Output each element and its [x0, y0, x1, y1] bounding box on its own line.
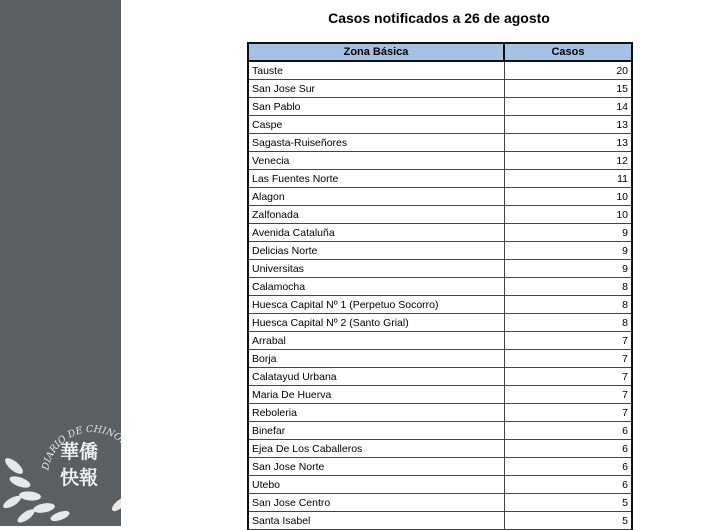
table-row — [248, 61, 632, 80]
casos-cell: 15 — [504, 80, 632, 98]
casos-cell: 13 — [504, 116, 632, 134]
table-row — [248, 314, 632, 332]
logo-cjk-line2: 快報 — [60, 467, 99, 489]
zona-cell: Huesca Capital Nº 1 (Perpetuo Socorro) — [248, 296, 504, 314]
table-row — [248, 260, 632, 278]
table-row — [248, 98, 632, 116]
table-row — [248, 170, 632, 188]
casos-cell: 7 — [504, 332, 632, 350]
table-header-row — [248, 43, 632, 61]
casos-cell: 5 — [504, 494, 632, 512]
left-sidebar-band — [0, 0, 130, 526]
table-row — [248, 404, 632, 422]
zona-cell: San Jose Sur — [248, 80, 504, 98]
table-row — [248, 494, 632, 512]
casos-cell: 6 — [504, 476, 632, 494]
casos-cell: 7 — [504, 368, 632, 386]
casos-cell: 6 — [504, 458, 632, 476]
zona-cell: Avenida Cataluña — [248, 224, 504, 242]
casos-cell: 7 — [504, 386, 632, 404]
casos-cell: 10 — [504, 188, 632, 206]
casos-cell: 10 — [504, 206, 632, 224]
table-row — [248, 458, 632, 476]
table-body — [248, 61, 632, 530]
zona-cell: Santa Isabel — [248, 512, 504, 530]
zona-cell: Huesca Capital Nº 2 (Santo Grial) — [248, 314, 504, 332]
table-row — [248, 134, 632, 152]
table-row — [248, 422, 632, 440]
table-row — [248, 278, 632, 296]
table-row — [248, 512, 632, 530]
zona-cell: Sagasta-Ruiseñores — [248, 134, 504, 152]
table-row — [248, 332, 632, 350]
casos-cell: 9 — [504, 260, 632, 278]
zona-cell: Caspe — [248, 116, 504, 134]
casos-cell: 7 — [504, 350, 632, 368]
casos-cell: 6 — [504, 440, 632, 458]
casos-cell: 14 — [504, 98, 632, 116]
table-row — [248, 188, 632, 206]
table-row — [248, 368, 632, 386]
casos-cell: 8 — [504, 278, 632, 296]
casos-cell: 11 — [504, 170, 632, 188]
casos-cell: 7 — [504, 404, 632, 422]
zona-cell: San Jose Norte — [248, 458, 504, 476]
table-row — [248, 350, 632, 368]
zona-cell: Zalfonada — [248, 206, 504, 224]
casos-cell: 9 — [504, 224, 632, 242]
casos-cell: 5 — [504, 512, 632, 530]
table-row — [248, 440, 632, 458]
logo-arc-text: DIARIO DE CHINOS — [40, 423, 130, 472]
zona-cell: Universitas — [248, 260, 504, 278]
zona-cell: Arrabal — [248, 332, 504, 350]
casos-cell: 8 — [504, 314, 632, 332]
zona-cell: Calatayud Urbana — [248, 368, 504, 386]
diario-de-chinos-logo — [0, 412, 130, 526]
casos-cell: 13 — [504, 134, 632, 152]
table-row — [248, 242, 632, 260]
zona-cell: San Jose Centro — [248, 494, 504, 512]
zona-cell: Borja — [248, 350, 504, 368]
zona-cell: Maria De Huerva — [248, 386, 504, 404]
zona-cell: Alagon — [248, 188, 504, 206]
zona-cell: Ejea De Los Caballeros — [248, 440, 504, 458]
casos-cell: 9 — [504, 242, 632, 260]
table-row — [248, 224, 632, 242]
column-header-zona: Zona Básica — [248, 43, 504, 61]
cases-table — [247, 42, 631, 530]
zona-cell: Venecia — [248, 152, 504, 170]
zona-cell: Utebo — [248, 476, 504, 494]
casos-cell: 12 — [504, 152, 632, 170]
column-header-casos: Casos — [504, 43, 632, 61]
zona-cell: Delicias Norte — [248, 242, 504, 260]
casos-cell: 6 — [504, 422, 632, 440]
zona-cell: Reboleria — [248, 404, 504, 422]
table-row — [248, 386, 632, 404]
page-title: Casos notificados a 26 de agosto — [328, 10, 550, 26]
table-row — [248, 152, 632, 170]
table-row — [248, 80, 632, 98]
zona-cell: Calamocha — [248, 278, 504, 296]
table-row — [248, 476, 632, 494]
zona-cell: Binefar — [248, 422, 504, 440]
table-row — [248, 116, 632, 134]
casos-cell: 20 — [504, 61, 632, 80]
zona-cell: San Pablo — [248, 98, 504, 116]
laurel-leaves-icon — [1, 455, 121, 525]
logo-cjk-line1: 華僑 — [60, 441, 99, 463]
table-row — [248, 206, 632, 224]
casos-cell: 8 — [504, 296, 632, 314]
table-row — [248, 296, 632, 314]
zona-cell: Las Fuentes Norte — [248, 170, 504, 188]
zona-cell: Tauste — [248, 61, 504, 80]
